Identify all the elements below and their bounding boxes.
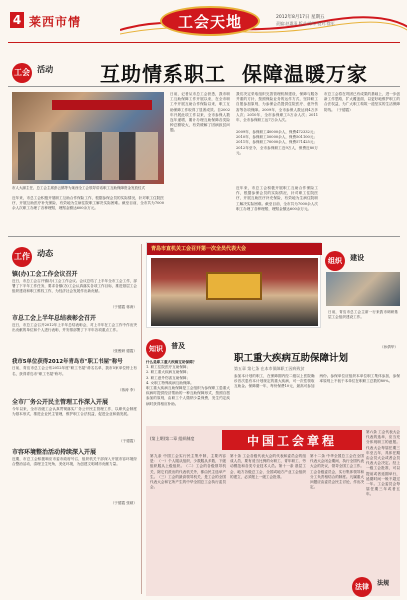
dynamics-article-title: 市总工会上半年总结表彰会召开 [12, 315, 97, 323]
dynamics-article-body: 近期，市总工会积极响应市委市政府号召，组织机关干部深入开展市容环境综合整治活动，清理卫生死角，美化环境，为创建文明城市贡献力量。 [12, 456, 137, 467]
dynamics-article-byline: （于德霞 蒋涛） [110, 305, 137, 309]
knowledge-tag [146, 336, 185, 359]
section-name: 莱西市情 [29, 15, 82, 29]
lead-tag [12, 60, 53, 83]
lead-body-d: 市总工会将在巩固已有成果的基础上，进一步创新工作思路，扩大覆盖面，以更好地维护职工的合法权益，为广大职工构筑一道坚实的生活保障防线。（于德霞） [324, 92, 400, 112]
photo-figures [18, 132, 158, 180]
lead-tag-circle: 工会 [12, 63, 32, 83]
date-line: 2012年8月17日 星期五 [276, 15, 325, 20]
photo-banner [52, 100, 152, 110]
lead-tag-word: 活动 [37, 65, 54, 74]
masthead [0, 0, 407, 44]
knowledge-head: 什么是职工重大疾病互助保障？ [146, 360, 197, 364]
dynamics-article-byline: （张俊研 德霞） [110, 349, 137, 354]
dynamics-column [12, 270, 137, 506]
dynamics-article [12, 398, 137, 444]
knowledge-item: 3. 职工意外伤害互助保障； [146, 375, 191, 380]
knowledge-box [146, 360, 230, 412]
lead-body-a-cont: 近年来，市总工会积极开展职工互助合作保险工作，根据参保会员的实际情况，针对职工住院医疗，开展互助医疗补充保险，有效地为生病住院职工解决实际困难。截至目前，全市共为7000余人次职工办理了各种理赔，理赔金额达600余万元。 [12, 196, 164, 211]
dynamics-article [12, 358, 137, 393]
center-photo [151, 258, 318, 326]
dynamics-article-title: 镇(办)工会工作会议召开 [12, 271, 78, 278]
knowledge-body: 职工重大疾病互助保障是工会组织为参保职工患重大疾病时提供经济帮助的一种互助保障形式，按照自愿参加的原则，由职工个人缴纳少量保费，发生约定疾病时获得相应补助。 [146, 386, 230, 406]
lead-rule [8, 86, 400, 87]
dynamics-tag-circle: 工作 [12, 247, 32, 267]
center-photo-plaque [206, 272, 262, 300]
knowledge-tag-word: 普及 [171, 342, 186, 350]
page-number-box [10, 12, 24, 28]
law-body: 第六条 工会代表大会代表的选举，应当充分体现职工的意愿。代表大会每届任期三年至五年，具体任期由会员大会或者会员代表大会决定。经上一级工会批准，可以提前或者延期举行，延期时间一般不超过一年。工会委员会每届任期三年或者五年。 [366, 430, 400, 497]
law-tag-word: 法规 [377, 580, 390, 587]
charter-body-b: 第十条 工会各级代表大会的代表和委员会的组成人员，要有适当比例的女职工、青年职工、劳动模范和各类专业技术人员。第十一条 基层工会、地方各级总工会、全国或地方产业工会组织的建立，必须报上一级工会批准。 [230, 454, 306, 479]
dynamics-article-body: 近日，市总工会召开镇(办)工会工作会议。会议总结了上半年全市工会工作，部署了下半年工作任务，要求各镇(办)工会认真落实各项工作目标，推进基层工会组织建设和职工维权工作，为经济社会发展作出新贡献。 [12, 279, 137, 294]
zuzhi-tag [325, 248, 364, 271]
dynamics-article-byline: （于德霞 张硕） [110, 500, 137, 505]
charter-body-a: 第九条 中国工会实行民主集中制，主要内容是：（一）个人服从组织，少数服从多数，下级组织服从上级组织。（二）工会的各级领导机关，除它们派出的代表机关外，都由民主选举产生。（三）工会的最高领导机关，是工会的全国代表大会和它所产生的中华全国总工会执行委员会。 [150, 454, 226, 490]
lead-stat-4: 2012年至今，全市参保职工近9万人，保费近80万元。 [236, 145, 318, 155]
law-tag-circle: 法律 [352, 577, 372, 597]
lead-body-a: 日前，记者从市总工会获悉，我市职工互助保障工作开展以来，在全市职工中开展互助合作保险以来，职工互助保障工作取得了显著成效。自2002年开展此项工作以来，全市参保人数连年递增，累计办理互助保障各类险种总额较大，有效缓解了因病致贫问题。 [170, 92, 230, 133]
dynamics-article-title: 市容环境整治活动持续深入开展 [12, 448, 97, 456]
knowledge-tag-circle: 知识 [146, 339, 166, 359]
plan-body: 参加本计划的职工，在保障期内经二级以上医院确诊首次患有本计划规定的重大疾病，可一次性领取互助金。保障期一年，每份保费10元，最高可参加两份。参保单位应组织本单位职工集体参加，参保率原则上不低于本单位在职职工总数的80%。 [234, 374, 400, 389]
lead-bottom-rule [8, 236, 400, 237]
dynamics-article [12, 270, 137, 310]
knowledge-item: 4. 女职工特殊疾病互助保障。 [146, 380, 194, 385]
dynamics-tag-word: 动态 [37, 249, 54, 258]
charter-subhead: (第上期)第二章 组织制度 [150, 436, 195, 441]
center-photo-frame [146, 242, 321, 328]
plan-headline: 职工重大疾病互助保障计划 [234, 353, 349, 364]
knowledge-item: 1. 职工住院医疗互助保障； [146, 365, 191, 370]
dynamics-article [12, 448, 137, 506]
lead-stat-2: 2010年，参保职工50000余人，保费501100元； [236, 135, 318, 140]
lead-headline: 互助情系职工 保障温暖万家 [100, 62, 368, 86]
dynamics-article-body: 日前，青岛市总工会公布2012年度"职工书屋"命名名单，我市5家单位榜上有名，获得青岛市"职工书屋"称号。 [12, 366, 137, 376]
zuzhi-caption: 日前，青岛市总工会主席一行来我市调研基层工会组织建设工作。 [328, 310, 398, 320]
dynamics-article-body: 近日，市总工会召开2012年上半年总结表彰会，对上半年在工会工作中作出突出贡献的单位和个人进行表彰，并安排部署了下半年各项重点工作。 [12, 323, 137, 333]
dynamics-article-byline: （蒋涛 李） [117, 388, 137, 393]
dynamics-article-body: 今年以来，全市各级工会认真贯彻落实厂务公开民主管理工作，以职代会制度为基本形式，推进企业民主管理，维护职工合法权益，促进企业和谐发展。 [12, 406, 137, 416]
lead-photo [12, 92, 164, 184]
zuzhi-photo [326, 272, 400, 306]
plan-subhead: 第五章 第七条 在本市保障职工因病致贫 [234, 366, 305, 371]
dynamics-article-byline: （于德霞） [119, 438, 137, 443]
lead-photo-caption: 市人大副主任、总工会主席彭云鹤等为莱西全工会领导讲话职工互助保障资金发放仪式 [12, 186, 145, 190]
lead-stats [236, 130, 318, 156]
charter-headline: 中国工会章程 [246, 434, 337, 448]
zuzhi-byline: （孙倩华） [380, 345, 398, 349]
law-tag [352, 574, 389, 597]
masthead-logo: 工会天地 [177, 13, 242, 31]
lead-body-c: 近年来，市总工会积极开展职工互助合作保险工作，根据参保会员的实际情况，针对职工住院医疗，开展互助医疗补充保险，有效地为生病住院职工解决实际困难。截至目前，全市共为7000余人次职工办理了各种理赔，理赔金额达600余万元。 [236, 186, 318, 211]
zuzhi-tag-circle: 组织 [325, 251, 345, 271]
zuzhi-tag-word: 建设 [350, 254, 365, 262]
editor-line: 责编:赵惠清 版式:徐军 校对:徐军 [276, 21, 335, 26]
lead-stat-1: 2009年，参保职工40000余人，保费472332元； [236, 130, 318, 134]
lead-body-b: 我们决定采取组织完善管理机制建设，保障与服务并重的方针，按照保险业务的运作方式，坚持职工自愿参加原则，为参保会员提供住院医疗、意外伤害等各项保障。2009年，全市参保人数达到4万多人次；2010年，全市参保职工5万余人次；2011年，全市参保职工达7万余人次。 [236, 92, 318, 123]
column-divider [141, 244, 142, 594]
knowledge-item: 2. 职工重大疾病互助保障； [146, 370, 191, 375]
dynamics-article-title: 我市5单位获得2012年青岛市"职工书屋"称号 [12, 359, 123, 366]
charter-body-c: 第十二条 中华全国总工会在全国代表大会闭会期间，执行全国代表大会的决议，领导全国工会工作。工会各级委员会，实行集体领导和分工负责相结合的制度。凡属重大问题应由委员会民主讨论，作出决定。 [310, 454, 364, 490]
masthead-rule [8, 42, 400, 43]
dynamics-article-title: 全市厂务公开民主管理工作深入开展 [12, 398, 109, 406]
dynamics-article [12, 314, 137, 354]
lead-stat-3: 2011年，参保职工70000余人，保费571425元； [236, 140, 318, 145]
page-number: 4 [12, 13, 22, 27]
dynamics-tag [12, 244, 53, 267]
center-photo-banner-text: 青岛市直机关工会召开第一次全员代表大会 [151, 246, 247, 252]
